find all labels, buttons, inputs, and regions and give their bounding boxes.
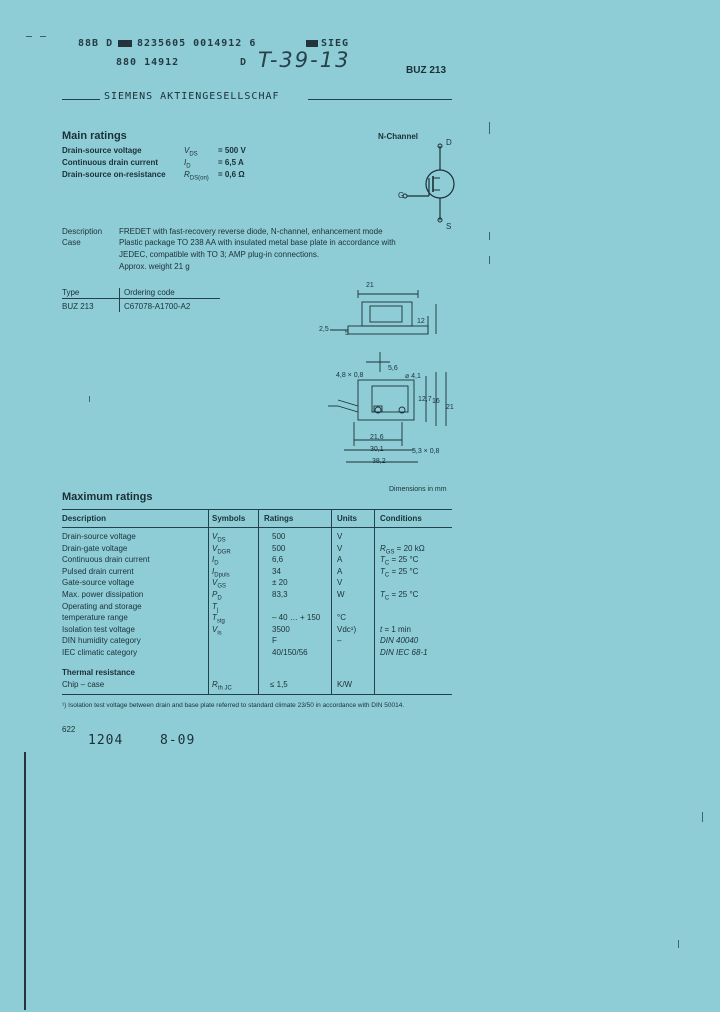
cell-symbol: $V_{DGR}$ [212, 544, 231, 556]
table-header-rule [62, 527, 452, 528]
dim-label: ⌀ 4,1 [405, 373, 421, 380]
main-rating-symbol: $V_{DS}$ [184, 146, 198, 158]
scan-mark [702, 812, 703, 822]
dim-label: 4,8 × 0,8 [336, 372, 364, 379]
thermal-rating: ≤ 1,5 [270, 680, 288, 689]
main-rating-value: = 500 V [218, 146, 246, 155]
main-rating-label: Drain-source voltage [62, 146, 142, 155]
cell-unit: V [337, 532, 343, 541]
cell-symbol: $I_D$ [212, 555, 219, 567]
cell-rating: 34 [272, 567, 281, 576]
ordering-code-header: Ordering code [124, 288, 175, 297]
case-text-line: Plastic package TO 238 AA with insulated metal base plate in accordance with [119, 238, 396, 247]
thermal-label: Chip – case [62, 680, 105, 689]
case-text-line: JEDEC, compatible with TO 3; AMP plug-in connections. [119, 250, 320, 259]
main-rating-value: = 6,5 A [218, 158, 244, 167]
cell-rating: – 40 … + 150 [272, 613, 321, 622]
dim-label: 5,6 [388, 365, 398, 372]
cell-unit: °C [337, 613, 346, 622]
channel-label: N-Channel [378, 132, 418, 141]
cell-rating: 3500 [272, 625, 290, 634]
cell-symbol: $T_j$ [212, 602, 219, 614]
scan-mark [89, 396, 90, 402]
table-top-rule [62, 509, 452, 510]
dim-label: 38,2 [372, 458, 386, 465]
main-rating-symbol: $R_{DS(on)}$ [184, 170, 209, 182]
cell-description: Max. power dissipation [62, 590, 144, 599]
dim-label: 21,6 [370, 434, 384, 441]
cell-condition: DIN 40040 [380, 636, 419, 645]
col-header-units: Units [337, 514, 357, 523]
ordering-type: BUZ 213 [62, 302, 94, 311]
ordering-code: C67078-A1700-A2 [124, 302, 191, 311]
table-row [62, 590, 462, 601]
cell-rating: 500 [272, 532, 286, 541]
cell-symbol: $I_{Dpuls}$ [212, 567, 230, 579]
cell-unit: A [337, 567, 343, 576]
cell-unit: W [337, 590, 345, 599]
case-text-line: Approx. weight 21 g [119, 262, 190, 271]
dim-label: 12,7 [418, 396, 432, 403]
header-rule-left [62, 99, 100, 100]
table-row [62, 636, 462, 647]
table-row [62, 532, 462, 543]
redaction-mark [118, 40, 132, 47]
table-row [62, 613, 462, 624]
cell-unit: – [337, 636, 342, 645]
stamp-right: 8-09 [160, 733, 196, 748]
cell-condition: $T_C = 25$ °C [380, 567, 419, 579]
dim-label: 21 [446, 404, 454, 411]
table-row [62, 625, 462, 636]
cell-symbol: $V_{GS}$ [212, 578, 227, 590]
cell-condition: $T_C = 25$ °C [380, 555, 419, 567]
header-rule-right [308, 99, 452, 100]
header-code-line2: 880 14912 [116, 57, 180, 68]
cell-symbol: $P_D$ [212, 590, 222, 602]
main-rating-value: = 0,6 Ω [218, 170, 245, 179]
table-row [62, 567, 462, 578]
cell-description: temperature range [62, 613, 128, 622]
cell-description: IEC climatic category [62, 648, 138, 657]
table-row [62, 578, 462, 589]
cell-rating: 40/150/56 [272, 648, 308, 657]
header-code-right: SIEG [321, 38, 350, 49]
dim-label: 2,5 [319, 326, 329, 333]
dim-label: 30,1 [370, 446, 384, 453]
cell-description: Isolation test voltage [62, 625, 135, 634]
main-ratings-title: Main ratings [62, 130, 127, 142]
table-row [62, 544, 462, 555]
ordering-divider [119, 288, 120, 312]
cell-rating: 83,3 [272, 590, 288, 599]
cell-unit: V [337, 544, 343, 553]
scan-mark [489, 122, 490, 134]
main-rating-label: Continuous drain current [62, 158, 158, 167]
cell-condition: $R_{GS} = 20$ kΩ [380, 544, 425, 556]
dim-label: 12 [417, 318, 425, 325]
cell-unit: Vdc¹) [337, 625, 357, 634]
symbol-drain-label: D [446, 138, 452, 147]
cell-symbol: $T_{stg}$ [212, 613, 225, 625]
scan-mark [489, 256, 490, 264]
dim-label: 5 [345, 330, 349, 337]
dim-label: 5,3 × 0,8 [412, 448, 440, 455]
company-name: SIEMENS AKTIENGESELLSCHAF [104, 91, 280, 102]
table-row [62, 555, 462, 566]
thermal-symbol: $R_{th JC}$ [212, 680, 232, 692]
main-rating-symbol: $I_D$ [184, 158, 191, 170]
cell-rating: ± 20 [272, 578, 288, 587]
page-number: 622 [62, 725, 76, 734]
table-row [62, 602, 462, 613]
handwritten-code: T-39-13 [258, 48, 351, 72]
cell-condition: t = 1 min [380, 625, 411, 634]
scan-mark [678, 940, 679, 948]
case-label: Case [62, 238, 81, 247]
scan-edge [24, 752, 26, 1010]
cell-description: Drain-gate voltage [62, 544, 128, 553]
cell-rating: 500 [272, 544, 286, 553]
main-rating-label: Drain-source on-resistance [62, 170, 166, 179]
col-header-ratings: Ratings [264, 514, 294, 523]
header-code-left: 88B D [78, 38, 114, 49]
type-header: Type [62, 288, 80, 297]
cell-condition: DIN IEC 68-1 [380, 648, 428, 657]
cell-unit: V [337, 578, 343, 587]
max-ratings-title: Maximum ratings [62, 491, 153, 503]
dimensions-note: Dimensions in mm [389, 486, 447, 493]
cell-unit: A [337, 555, 343, 564]
table-row [62, 648, 462, 659]
redaction-mark [306, 40, 318, 47]
symbol-source-label: S [446, 222, 452, 231]
scan-mark [489, 232, 490, 240]
cell-description: DIN humidity category [62, 636, 141, 645]
cell-description: Continuous drain current [62, 555, 150, 564]
cell-condition: $T_C = 25$ °C [380, 590, 419, 602]
stamp-left: 1204 [88, 733, 124, 748]
table-bottom-rule [62, 694, 452, 695]
scan-mark [40, 36, 46, 37]
dim-label: 21 [366, 282, 374, 289]
mosfet-symbol [395, 140, 465, 230]
description-text: FREDET with fast-recovery reverse diode, N-channel, enhancement mode [119, 227, 383, 236]
symbol-gate-label: G [398, 191, 405, 200]
col-header-description: Description [62, 514, 107, 523]
col-header-conditions: Conditions [380, 514, 422, 523]
dim-label: 16 [432, 398, 440, 405]
col-header-symbols: Symbols [212, 514, 246, 523]
cell-description: Pulsed drain current [62, 567, 134, 576]
thermal-unit: K/W [337, 680, 353, 689]
cell-description: Gate-source voltage [62, 578, 135, 587]
cell-description: Operating and storage [62, 602, 142, 611]
footnote: ¹) Isolation test voltage between drain and base plate referred to standard climate 23/50 in accordance with DIN 50014. [62, 702, 405, 709]
max-ratings-rows [62, 532, 462, 662]
header-code-d: D [240, 57, 248, 68]
cell-symbol: $V_{DS}$ [212, 532, 226, 544]
header-codes: 8235605 0014912 6 [137, 38, 257, 49]
cell-rating: F [272, 636, 277, 645]
description-label: Description [62, 227, 103, 236]
cell-description: Drain-source voltage [62, 532, 136, 541]
scan-mark [26, 36, 32, 37]
ordering-rule [62, 298, 220, 299]
cell-rating: 6,6 [272, 555, 284, 564]
part-number: BUZ 213 [406, 65, 447, 76]
cell-symbol: $V_{is}$ [212, 625, 222, 637]
thermal-title: Thermal resistance [62, 668, 135, 677]
